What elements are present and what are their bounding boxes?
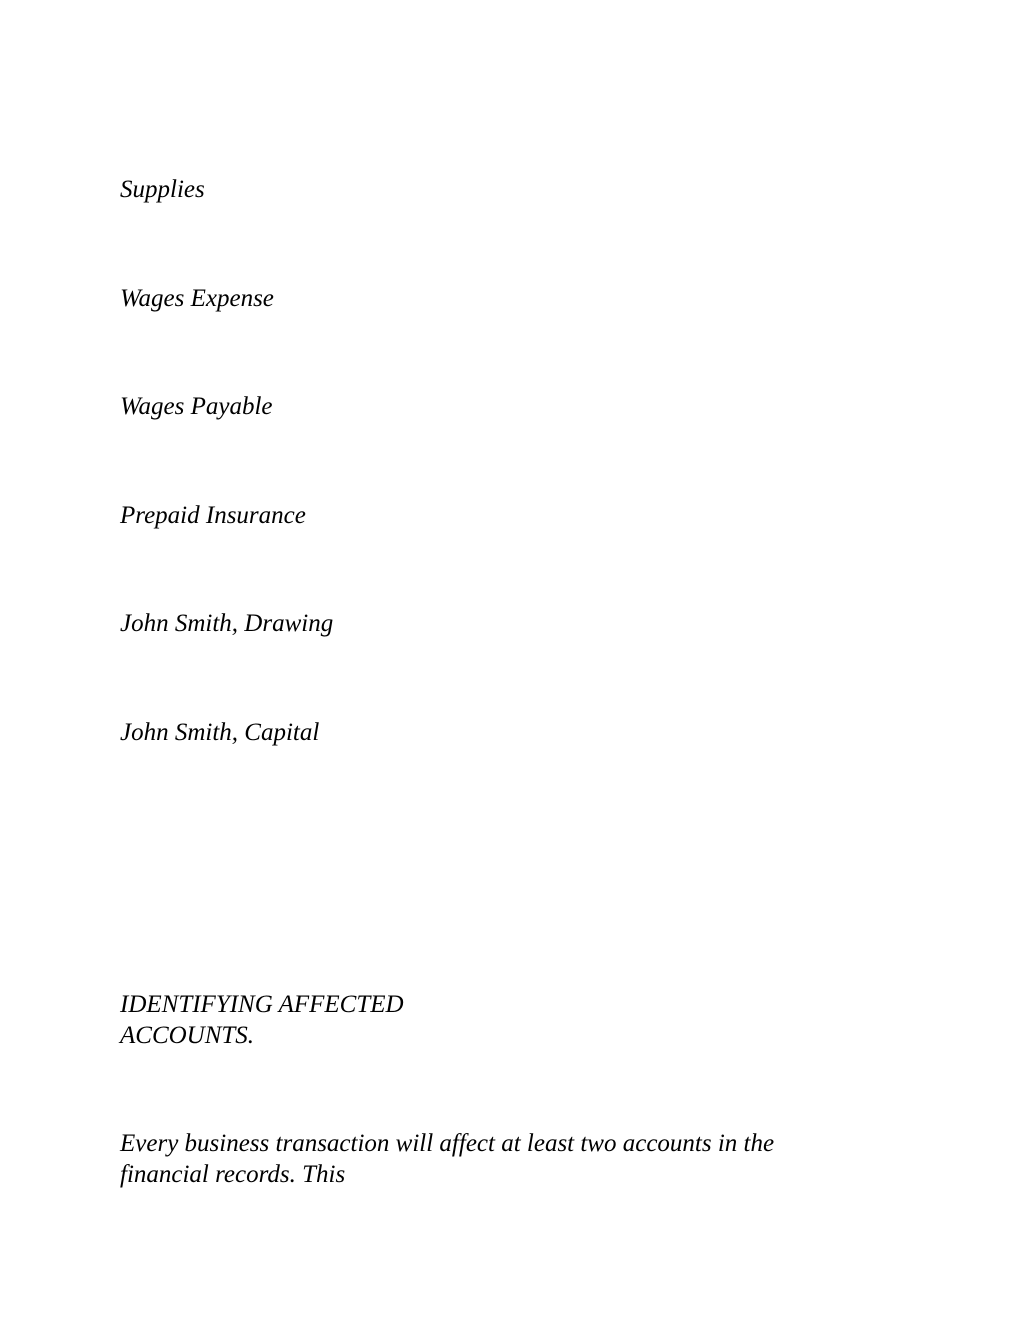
account-prepaid-insurance: Prepaid Insurance xyxy=(120,502,306,529)
account-wages-expense: Wages Expense xyxy=(120,285,274,312)
section-paragraph-line-2: financial records. This xyxy=(120,1161,346,1188)
account-owner-capital: John Smith, Capital xyxy=(120,719,320,746)
account-owner-drawing: John Smith, Drawing xyxy=(120,610,334,637)
section-heading-line-2: ACCOUNTS. xyxy=(120,1022,255,1049)
section-paragraph xyxy=(120,1128,840,1190)
account-supplies: Supplies xyxy=(120,176,205,203)
section-heading xyxy=(120,989,404,1051)
account-wages-payable: Wages Payable xyxy=(120,393,273,420)
section-paragraph-line-1: Every business transaction will affect at least two accounts in the xyxy=(120,1130,775,1157)
section-heading-line-1: IDENTIFYING AFFECTED xyxy=(120,991,404,1018)
